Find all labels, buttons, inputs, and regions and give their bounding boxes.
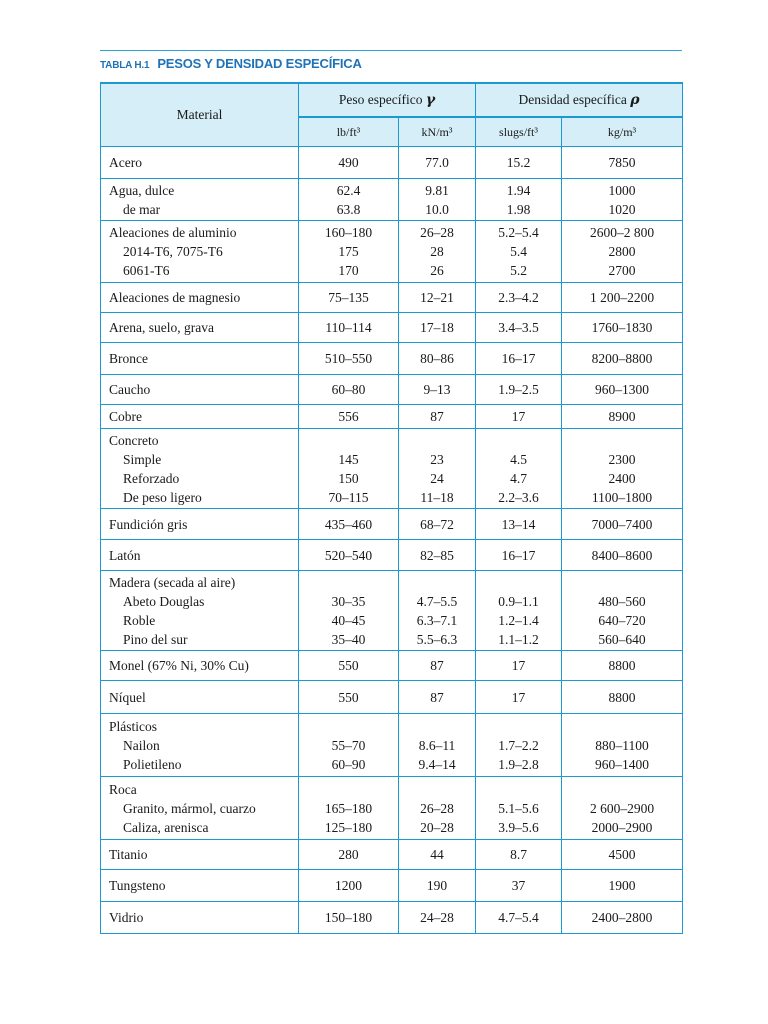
material-name: Fundición gris: [109, 516, 188, 532]
material-cell: [101, 840, 299, 870]
value-cell: [299, 429, 399, 509]
value-text: 560–640: [598, 631, 646, 647]
value-cell: [399, 571, 476, 651]
value-cell: [299, 313, 399, 343]
material-subtype: de mar: [123, 201, 161, 217]
value-cell: [299, 571, 399, 651]
value-cell: [399, 777, 476, 840]
value-text: 2 600–2900: [589, 800, 655, 816]
unit-slugs-ft3: slugs/ft³: [476, 117, 562, 147]
material-name: Concreto: [109, 432, 159, 448]
value-text: 7850: [608, 155, 636, 170]
material-name: Roca: [109, 781, 137, 797]
densidad-header: [476, 83, 683, 117]
value-cell: [562, 179, 683, 221]
value-text: 8800: [608, 658, 636, 673]
material-cell: [101, 509, 299, 540]
value-text: 5.2: [510, 263, 527, 278]
value-text: 77.0: [425, 155, 449, 170]
value-text: 40–45: [331, 612, 366, 628]
value-text: 15.2: [506, 155, 531, 170]
value-text: 63.8: [336, 201, 361, 217]
table-row: [101, 651, 683, 681]
value-text: 160–180: [324, 225, 373, 240]
value-text: 8400–8600: [591, 547, 653, 563]
unit-kg-m3: kg/m³: [562, 117, 683, 147]
material-header: Material: [101, 83, 299, 147]
table-row: [101, 343, 683, 375]
value-cell: [562, 147, 683, 179]
value-cell: [299, 902, 399, 934]
table-row: [101, 540, 683, 571]
value-text: 44: [430, 847, 444, 862]
value-text: 2600–2 800: [589, 225, 655, 240]
material-name: Tungsteno: [109, 878, 166, 893]
value-text: [562, 431, 682, 450]
value-text: 13–14: [501, 516, 536, 532]
value-cell: [476, 540, 562, 571]
value-cell: [399, 375, 476, 405]
value-text: [399, 431, 475, 450]
value-cell: [476, 651, 562, 681]
value-text: 4500: [608, 847, 636, 862]
material-cell: [101, 313, 299, 343]
value-text: 2700: [608, 263, 636, 278]
material-name: Arena, suelo, grava: [109, 320, 214, 335]
value-cell: [399, 405, 476, 429]
value-cell: [476, 375, 562, 405]
value-cell: [476, 777, 562, 840]
material-cell: [101, 179, 299, 221]
value-cell: [399, 870, 476, 902]
value-cell: [562, 714, 683, 777]
material-name: Monel (67% Ni, 30% Cu): [109, 658, 249, 673]
value-text: [476, 780, 561, 799]
value-text: 1.9–2.8: [498, 756, 539, 772]
unit-lb-ft3: lb/ft³: [299, 117, 399, 147]
value-cell: [299, 840, 399, 870]
value-text: [299, 431, 398, 450]
value-text: 5.5–6.3: [416, 631, 458, 647]
value-cell: [476, 429, 562, 509]
value-text: 510–550: [324, 351, 373, 366]
value-cell: [562, 840, 683, 870]
value-text: [476, 573, 561, 592]
value-cell: [476, 221, 562, 283]
value-cell: [399, 147, 476, 179]
value-text: 10.0: [425, 201, 449, 217]
value-text: [299, 717, 398, 736]
value-text: [476, 431, 561, 450]
value-cell: [562, 681, 683, 714]
value-text: 75–135: [328, 290, 369, 305]
value-text: 60–80: [331, 382, 366, 397]
caption-rule: [100, 50, 682, 51]
value-cell: [476, 902, 562, 934]
value-cell: [399, 509, 476, 540]
value-cell: [562, 429, 683, 509]
value-cell: [399, 714, 476, 777]
value-text: 8.7: [510, 847, 527, 862]
value-text: 480–560: [598, 593, 646, 609]
table-row: [101, 571, 683, 651]
value-text: 550: [338, 689, 359, 705]
value-cell: [562, 540, 683, 571]
value-cell: [299, 283, 399, 313]
value-text: 2000–2900: [591, 819, 653, 835]
value-cell: [562, 870, 683, 902]
value-text: [476, 717, 561, 736]
value-text: 8.6–11: [418, 737, 456, 753]
value-text: 60–90: [331, 756, 366, 772]
material-name: Agua, dulce: [109, 182, 175, 198]
value-text: 3.9–5.6: [498, 819, 539, 835]
value-cell: [399, 540, 476, 571]
material-name: Titanio: [109, 847, 148, 862]
table-row: [101, 375, 683, 405]
value-text: 87: [430, 409, 444, 424]
value-text: [299, 573, 398, 592]
density-table-wrapper: [100, 82, 682, 934]
material-subtype: Simple: [123, 451, 162, 467]
value-cell: [476, 179, 562, 221]
value-text: 17: [511, 689, 526, 705]
table-caption: [100, 56, 362, 71]
value-cell: [562, 221, 683, 283]
material-cell: [101, 651, 299, 681]
value-cell: [562, 651, 683, 681]
material-cell: [101, 375, 299, 405]
value-text: 55–70: [331, 737, 366, 753]
value-text: 2.2–3.6: [498, 489, 539, 505]
table-row: [101, 405, 683, 429]
value-text: [399, 780, 475, 799]
value-text: 280: [338, 847, 359, 862]
value-cell: [299, 179, 399, 221]
value-text: 1.7–2.2: [498, 737, 539, 753]
value-text: 190: [426, 878, 448, 893]
value-text: 4.7–5.5: [416, 593, 458, 609]
value-text: 6.3–7.1: [416, 612, 458, 628]
value-text: 2800: [608, 244, 636, 259]
value-cell: [562, 405, 683, 429]
material-name: Bronce: [109, 351, 148, 366]
value-cell: [562, 509, 683, 540]
value-cell: [299, 343, 399, 375]
value-cell: [562, 571, 683, 651]
value-text: [562, 780, 682, 799]
material-subtype: 6061-T6: [123, 263, 170, 278]
table-title: PESOS Y DENSIDAD ESPECÍFICA: [157, 56, 362, 71]
value-text: 1.9–2.5: [498, 382, 539, 397]
value-cell: [299, 375, 399, 405]
value-text: 17: [511, 409, 526, 424]
table-row: [101, 714, 683, 777]
material-subtype: Polietileno: [123, 756, 182, 772]
table-row: [101, 179, 683, 221]
peso-header: [299, 83, 476, 117]
gamma-symbol: γ: [425, 92, 436, 108]
material-name: Plásticos: [109, 718, 158, 734]
value-text: 26–28: [420, 800, 454, 816]
value-cell: [299, 405, 399, 429]
value-text: 1.1–1.2: [498, 631, 539, 647]
value-text: 68–72: [420, 516, 454, 532]
value-text: 9.81: [425, 182, 449, 198]
value-text: 1200: [335, 878, 362, 893]
value-cell: [476, 714, 562, 777]
value-cell: [476, 681, 562, 714]
value-cell: [399, 313, 476, 343]
material-subtype: Roble: [123, 612, 156, 628]
material-name: Latón: [109, 547, 141, 563]
table-number: TABLA H.1: [100, 60, 150, 71]
value-text: 62.4: [336, 182, 361, 198]
value-cell: [299, 509, 399, 540]
material-subtype: Granito, mármol, cuarzo: [123, 800, 256, 816]
table-row: [101, 870, 683, 902]
material-cell: [101, 147, 299, 179]
value-text: 5.1–5.6: [498, 800, 539, 816]
value-text: 150: [338, 470, 359, 486]
table-row: [101, 221, 683, 283]
value-cell: [476, 840, 562, 870]
material-name: Acero: [109, 155, 142, 170]
value-text: 150–180: [324, 910, 373, 925]
material-cell: [101, 343, 299, 375]
value-text: 170: [338, 263, 359, 278]
value-cell: [562, 777, 683, 840]
value-text: 1020: [608, 201, 636, 217]
material-name: Níquel: [109, 689, 146, 705]
value-text: 2400–2800: [591, 910, 653, 925]
rho-symbol: ρ: [630, 92, 640, 108]
value-cell: [299, 870, 399, 902]
value-text: 16–17: [501, 351, 536, 366]
value-text: 26: [430, 263, 444, 278]
value-text: 11–18: [420, 489, 454, 505]
value-text: 1 200–2200: [589, 290, 655, 305]
value-cell: [299, 540, 399, 571]
value-cell: [299, 714, 399, 777]
material-name: Vidrio: [109, 910, 144, 925]
material-cell: [101, 714, 299, 777]
value-text: 9–13: [423, 382, 451, 397]
table-header: [101, 83, 683, 147]
value-cell: [562, 343, 683, 375]
value-text: 24: [430, 470, 444, 486]
value-text: 880–1100: [595, 737, 649, 753]
value-cell: [562, 375, 683, 405]
value-text: 960–1400: [595, 756, 650, 772]
value-text: 4.7: [510, 470, 527, 486]
value-cell: [399, 429, 476, 509]
value-text: [399, 717, 475, 736]
value-text: 520–540: [324, 547, 373, 563]
value-text: 2300: [608, 451, 636, 467]
material-cell: [101, 283, 299, 313]
table-body: [101, 147, 683, 934]
value-text: 30–35: [331, 593, 366, 609]
value-cell: [476, 870, 562, 902]
material-cell: [101, 681, 299, 714]
value-text: 1000: [608, 182, 636, 198]
value-text: [562, 573, 682, 592]
value-cell: [399, 681, 476, 714]
value-text: 12–21: [420, 290, 454, 305]
value-cell: [399, 179, 476, 221]
density-table: [100, 82, 683, 934]
value-text: 87: [430, 658, 444, 673]
table-row: [101, 147, 683, 179]
value-text: [399, 573, 475, 592]
value-text: 5.4: [510, 244, 527, 259]
value-text: 110–114: [325, 320, 372, 335]
value-cell: [399, 221, 476, 283]
value-text: 8800: [608, 689, 636, 705]
value-text: 9.4–14: [418, 756, 456, 772]
value-text: 4.5: [510, 451, 527, 467]
value-text: 5.2–5.4: [498, 225, 539, 240]
value-text: 23: [430, 451, 444, 467]
value-cell: [399, 902, 476, 934]
value-text: 0.9–1.1: [498, 593, 539, 609]
value-text: 1760–1830: [591, 320, 653, 335]
value-text: 37: [511, 878, 526, 893]
value-text: 550: [338, 658, 359, 673]
value-text: 435–460: [324, 516, 373, 532]
value-cell: [476, 571, 562, 651]
material-subtype: Reforzado: [123, 470, 180, 486]
value-text: 16–17: [501, 547, 536, 563]
material-cell: [101, 405, 299, 429]
value-text: 8900: [608, 409, 636, 424]
value-cell: [476, 509, 562, 540]
material-name: Aleaciones de magnesio: [109, 290, 241, 305]
value-cell: [299, 147, 399, 179]
value-text: 640–720: [598, 612, 646, 628]
value-text: 1900: [608, 878, 636, 893]
value-cell: [299, 221, 399, 283]
value-text: [562, 717, 682, 736]
value-cell: [476, 343, 562, 375]
value-text: 1.98: [506, 201, 531, 217]
value-cell: [562, 902, 683, 934]
value-cell: [399, 283, 476, 313]
material-cell: [101, 870, 299, 902]
table-row: [101, 429, 683, 509]
material-cell: [101, 540, 299, 571]
unit-kn-m3: kN/m³: [399, 117, 476, 147]
value-cell: [476, 147, 562, 179]
value-cell: [299, 681, 399, 714]
value-text: 82–85: [420, 547, 454, 563]
material-subtype: Nailon: [123, 737, 160, 753]
value-text: 17–18: [420, 320, 454, 335]
value-text: 960–1300: [595, 382, 650, 397]
table-row: [101, 777, 683, 840]
table-row: [101, 283, 683, 313]
value-cell: [476, 405, 562, 429]
material-cell: [101, 902, 299, 934]
table-row: [101, 902, 683, 934]
densidad-label: Densidad específica: [518, 92, 627, 107]
value-text: 35–40: [331, 631, 366, 647]
value-text: 70–115: [328, 489, 369, 505]
value-text: 87: [430, 689, 444, 705]
material-subtype: Abeto Douglas: [123, 593, 205, 609]
table-row: [101, 840, 683, 870]
material-name: Cobre: [109, 409, 142, 424]
value-cell: [399, 343, 476, 375]
material-cell: [101, 777, 299, 840]
value-cell: [476, 283, 562, 313]
value-text: 490: [338, 155, 359, 170]
value-cell: [562, 313, 683, 343]
value-text: 175: [338, 244, 359, 259]
table-row: [101, 509, 683, 540]
table-row: [101, 681, 683, 714]
material-name: Madera (secada al aire): [109, 574, 236, 590]
value-text: 125–180: [324, 819, 373, 835]
material-subtype: 2014-T6, 7075-T6: [123, 244, 223, 259]
value-text: 556: [338, 409, 359, 424]
value-cell: [562, 283, 683, 313]
material-cell: [101, 429, 299, 509]
value-text: 20–28: [420, 819, 454, 835]
value-text: 4.7–5.4: [498, 910, 539, 925]
value-text: 80–86: [420, 351, 454, 366]
material-name: Caucho: [109, 382, 151, 397]
value-text: 145: [338, 451, 359, 467]
material-cell: [101, 571, 299, 651]
value-cell: [476, 313, 562, 343]
value-text: 3.4–3.5: [498, 320, 539, 335]
value-text: 1.94: [506, 182, 531, 198]
material-cell: [101, 221, 299, 283]
value-text: 1100–1800: [591, 489, 653, 505]
value-text: 26–28: [420, 225, 454, 240]
value-cell: [399, 840, 476, 870]
peso-label: Peso específico: [338, 92, 423, 107]
value-cell: [299, 651, 399, 681]
material-name: Aleaciones de aluminio: [109, 225, 237, 240]
value-text: 8200–8800: [591, 351, 653, 366]
value-text: [299, 780, 398, 799]
value-text: 2400: [608, 470, 636, 486]
value-cell: [399, 651, 476, 681]
value-text: 28: [430, 244, 444, 259]
value-text: 1.2–1.4: [498, 612, 539, 628]
value-text: 7000–7400: [591, 516, 653, 532]
table-row: [101, 313, 683, 343]
material-subtype: Pino del sur: [123, 631, 188, 647]
value-cell: [299, 777, 399, 840]
material-subtype: De peso ligero: [123, 489, 202, 505]
value-text: 24–28: [420, 910, 454, 925]
value-text: 17: [511, 658, 526, 673]
value-text: 165–180: [324, 800, 373, 816]
material-subtype: Caliza, arenisca: [123, 819, 209, 835]
value-text: 2.3–4.2: [498, 290, 539, 305]
